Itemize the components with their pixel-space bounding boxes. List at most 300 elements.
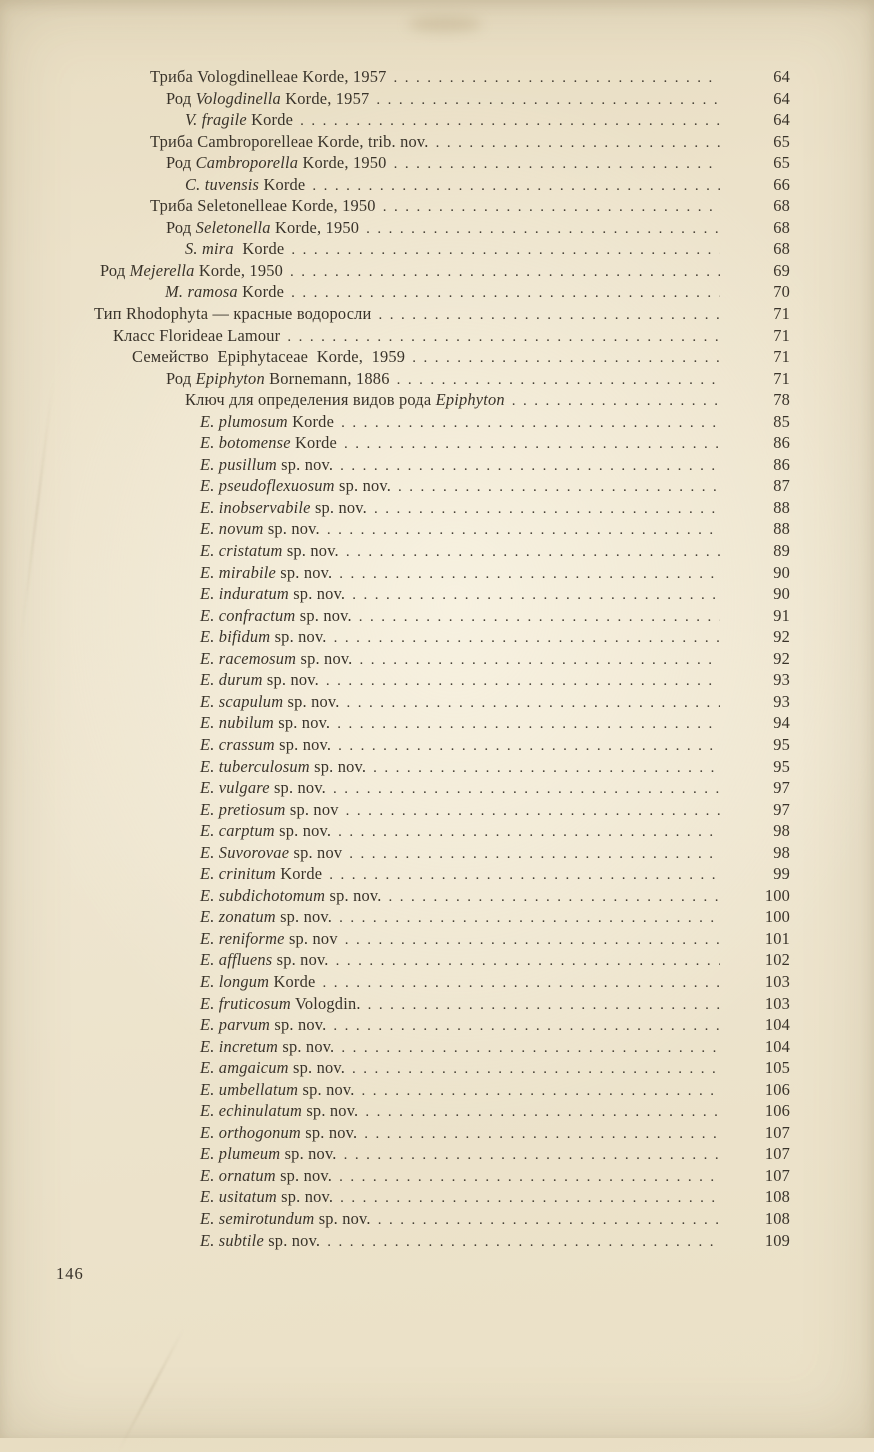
- toc-entry: [0, 88, 790, 110]
- toc-entry: [0, 885, 790, 907]
- toc-entry-label: [200, 712, 330, 734]
- paper-smudge: [408, 16, 482, 32]
- toc-text: sp. nov.: [325, 885, 382, 905]
- dot-leader: [344, 432, 720, 456]
- dot-leader: [346, 799, 720, 823]
- dot-leader: [327, 1230, 720, 1254]
- toc-entry: [0, 1122, 790, 1144]
- toc-entry-label: [200, 626, 327, 648]
- toc-entry: [0, 1100, 790, 1122]
- toc-entry: [0, 540, 790, 562]
- toc-entry: [0, 454, 790, 476]
- toc-entry: [0, 863, 790, 885]
- toc-page-number: 105: [764, 1058, 790, 1078]
- toc-entry: [0, 605, 790, 627]
- toc-page-number: 86: [773, 454, 790, 474]
- dot-leader: [338, 734, 720, 758]
- toc-page-number: 103: [764, 993, 790, 1013]
- toc-text: sp. nov.: [275, 1165, 333, 1185]
- toc-entry-label: [200, 1014, 326, 1036]
- taxon-name-italic: E. Suvorovae: [200, 842, 290, 862]
- taxon-name-italic: E. inobservabile: [200, 497, 311, 517]
- toc-entry-label: [165, 281, 284, 303]
- toc-page-number: 85: [773, 411, 790, 431]
- toc-entry-label: [200, 669, 319, 691]
- taxon-name-italic: Mejerella: [129, 260, 195, 280]
- taxon-name-italic: E. reniforme: [200, 928, 285, 948]
- taxon-name-italic: E. vulgare: [200, 778, 270, 798]
- toc-entry-label: [200, 842, 342, 864]
- toc-page-number: 97: [773, 778, 790, 798]
- toc-entry-label: [200, 1057, 345, 1079]
- toc-text: sp. nov.: [296, 648, 353, 668]
- toc-entry: [0, 949, 790, 971]
- toc-entry: [0, 1079, 790, 1101]
- toc-entry: [0, 971, 790, 993]
- toc-page-number: 71: [773, 347, 790, 367]
- toc-entry: [0, 109, 790, 131]
- dot-leader: [341, 411, 720, 435]
- toc-entry-label: [200, 583, 345, 605]
- toc-page-number: 71: [773, 325, 790, 345]
- toc-text: Триба Cambroporelleae Korde, trib. nov.: [150, 131, 429, 151]
- toc-page-number: 102: [764, 950, 790, 970]
- taxon-name-italic: E. echinulatum: [200, 1101, 303, 1121]
- taxon-name-italic: E. racemosum: [200, 648, 297, 668]
- toc-text: Род: [166, 88, 196, 108]
- taxon-name-italic: E. tuberculosum: [200, 756, 310, 776]
- toc-entry-label: [200, 1230, 320, 1252]
- toc-text: Korde, 1950: [194, 260, 284, 280]
- toc-page-number: 98: [773, 821, 790, 841]
- toc-entry-label: [94, 303, 372, 325]
- toc-text: Род: [166, 368, 196, 388]
- toc-page-number: 100: [764, 907, 790, 927]
- toc-text: Триба Vologdinelleae Korde, 1957: [150, 67, 387, 86]
- toc-page-number: 106: [764, 1079, 790, 1099]
- toc-page-number: 107: [764, 1144, 790, 1164]
- dot-leader: [336, 949, 720, 973]
- toc-text: sp. nov.: [273, 713, 331, 733]
- taxon-name-italic: C. tuvensis: [185, 174, 260, 194]
- toc-entry-label: [166, 88, 369, 110]
- toc-entry-label: [200, 432, 337, 454]
- toc-text: sp. nov.: [276, 1187, 334, 1207]
- toc-text: sp. nov.: [310, 497, 367, 517]
- taxon-name-italic: E. crassum: [200, 734, 275, 754]
- toc-page-number: 104: [764, 1015, 790, 1035]
- toc-page-number: 65: [773, 131, 790, 151]
- toc-text: sp. nov: [284, 928, 338, 948]
- toc-text: sp. nov: [285, 799, 339, 819]
- toc-entry: [0, 712, 790, 734]
- toc-page-number: 99: [773, 864, 790, 884]
- toc-text: Род: [100, 260, 130, 280]
- toc-entry: [0, 1165, 790, 1187]
- dot-leader: [327, 518, 720, 542]
- taxon-name-italic: E. semirotundum: [200, 1208, 315, 1228]
- toc-entry-label: [166, 368, 390, 390]
- toc-page-number: 64: [773, 88, 790, 108]
- toc-text: sp. nov.: [274, 734, 332, 754]
- toc-text: sp. nov.: [288, 584, 346, 604]
- toc-entry: [0, 174, 790, 196]
- dot-leader: [326, 669, 720, 693]
- taxon-name-italic: E. confractum: [200, 605, 296, 625]
- dot-leader: [339, 1165, 720, 1189]
- toc-page-number: 90: [773, 562, 790, 582]
- dot-leader: [333, 1014, 720, 1038]
- toc-entry-label: [200, 863, 322, 885]
- toc-page-number: 91: [773, 605, 790, 625]
- toc-entry-label: [200, 648, 352, 670]
- toc-list: [0, 66, 790, 1251]
- toc-entry-label: [200, 1100, 358, 1122]
- taxon-name-italic: E. carptum: [200, 821, 275, 841]
- taxon-name-italic: E. umbellatum: [200, 1079, 299, 1099]
- taxon-name-italic: E. zonatum: [200, 907, 276, 927]
- dot-leader: [322, 971, 720, 995]
- taxon-name-italic: V. fragile: [185, 110, 247, 130]
- toc-text: sp. nov.: [272, 950, 329, 970]
- dot-leader: [412, 346, 720, 370]
- toc-page-number: 71: [773, 368, 790, 388]
- toc-entry: [0, 583, 790, 605]
- taxon-name-italic: E. cristatum: [200, 541, 283, 561]
- toc-entry: [0, 152, 790, 174]
- toc-entry-label: [185, 389, 505, 411]
- toc-text: sp. nov.: [276, 454, 334, 474]
- toc-text: sp. nov.: [282, 541, 339, 561]
- dot-leader: [300, 109, 720, 133]
- toc-text: Bornemann, 1886: [264, 368, 390, 388]
- toc-text: sp. nov.: [283, 691, 340, 711]
- dot-leader: [344, 1143, 720, 1167]
- toc-text: Korde: [275, 864, 323, 884]
- toc-entry-label: [150, 195, 376, 217]
- toc-text: sp. nov.: [263, 519, 320, 539]
- toc-page-number: 95: [773, 756, 790, 776]
- dot-leader: [389, 885, 720, 909]
- dot-leader: [436, 131, 720, 155]
- dot-leader: [333, 777, 720, 801]
- toc-text: Korde: [246, 110, 294, 130]
- toc-entry-label: [132, 346, 405, 368]
- dot-leader: [341, 1036, 720, 1060]
- taxon-name-italic: E. novum: [200, 519, 264, 539]
- dot-leader: [338, 820, 720, 844]
- toc-entry: [0, 1014, 790, 1036]
- taxon-name-italic: E. induratum: [200, 584, 289, 604]
- taxon-name-italic: E. incretum: [200, 1036, 279, 1056]
- toc-entry-label: [200, 1122, 357, 1144]
- toc-text: sp. nov.: [288, 1058, 345, 1078]
- toc-page-number: 69: [773, 260, 790, 280]
- toc-entry-label: [150, 66, 387, 88]
- toc-entry: [0, 217, 790, 239]
- dot-leader: [397, 368, 720, 392]
- toc-entry: [0, 368, 790, 390]
- dot-leader: [291, 238, 720, 262]
- toc-page-number: 71: [773, 304, 790, 324]
- toc-text: Семейство Epiphytaceae Korde, 1959: [132, 347, 406, 367]
- toc-page-number: 97: [773, 799, 790, 819]
- dot-leader: [394, 66, 720, 90]
- dot-leader: [291, 281, 720, 305]
- toc-entry: [0, 346, 790, 368]
- toc-entry: [0, 238, 790, 260]
- toc-text: sp. nov: [289, 842, 343, 862]
- toc-page-number: 87: [773, 476, 790, 496]
- toc-entry-label: [200, 971, 315, 993]
- toc-page-number: 92: [773, 648, 790, 668]
- toc-entry-label: [200, 497, 367, 519]
- dot-leader: [334, 626, 720, 650]
- toc-entry-label: [200, 605, 352, 627]
- toc-entry-label: [100, 260, 283, 282]
- toc-entry: [0, 1186, 790, 1208]
- toc-page-number: 68: [773, 196, 790, 216]
- toc-entry: [0, 281, 790, 303]
- toc-text: Korde: [259, 174, 306, 194]
- toc-entry: [0, 626, 790, 648]
- toc-text: Korde, 1957: [280, 88, 370, 108]
- toc-page-number: 107: [764, 1122, 790, 1142]
- toc-page-number: 78: [773, 390, 790, 410]
- toc-text: Род: [166, 217, 196, 237]
- toc-entry: [0, 993, 790, 1015]
- dot-leader: [347, 691, 720, 715]
- taxon-name-italic: Epiphyton: [435, 390, 505, 410]
- taxon-name-italic: E. pretiosum: [200, 799, 286, 819]
- toc-entry-label: [200, 906, 332, 928]
- dot-leader: [345, 928, 720, 952]
- toc-page-number: 98: [773, 842, 790, 862]
- toc-entry-label: [200, 1165, 332, 1187]
- taxon-name-italic: E. botomense: [200, 433, 291, 453]
- toc-page-number: 68: [773, 217, 790, 237]
- toc-text: sp. nov.: [275, 562, 333, 582]
- dot-leader: [352, 1057, 720, 1081]
- toc-page-number: 108: [764, 1208, 790, 1228]
- taxon-name-italic: Seletonella: [195, 217, 271, 237]
- toc-entry: [0, 1143, 790, 1165]
- toc-entry-label: [150, 131, 429, 153]
- paper-crease: [117, 1328, 184, 1452]
- toc-entry: [0, 842, 790, 864]
- dot-leader: [339, 562, 720, 586]
- toc-entry: [0, 691, 790, 713]
- taxon-name-italic: E. affluens: [200, 950, 273, 970]
- toc-page-number: 109: [764, 1230, 790, 1250]
- toc-page-number: 92: [773, 627, 790, 647]
- taxon-name-italic: E. usitatum: [200, 1187, 277, 1207]
- toc-text: sp. nov.: [300, 1122, 358, 1142]
- toc-entry-label: [200, 562, 332, 584]
- taxon-name-italic: E. subtile: [200, 1230, 264, 1250]
- toc-entry-label: [200, 540, 339, 562]
- toc-page-number: 66: [773, 174, 790, 194]
- taxon-name-italic: E. amgaicum: [200, 1058, 289, 1078]
- toc-entry: [0, 195, 790, 217]
- toc-text: Ключ для определения видов рода: [185, 390, 436, 410]
- toc-text: Korde: [290, 433, 337, 453]
- taxon-name-italic: E. ornatum: [200, 1165, 276, 1185]
- toc-page-number: 93: [773, 691, 790, 711]
- toc-entry-label: [200, 993, 361, 1015]
- taxon-name-italic: Vologdinella: [195, 88, 281, 108]
- dot-leader: [394, 152, 720, 176]
- toc-text: sp. nov.: [298, 1079, 355, 1099]
- toc-entry-label: [200, 691, 340, 713]
- toc-entry-label: [166, 152, 387, 174]
- toc-entry: [0, 928, 790, 950]
- dot-leader: [340, 454, 720, 478]
- dot-leader: [359, 648, 720, 672]
- toc-text: Тип Rhodophyta — красные водоросли: [94, 304, 372, 324]
- dot-leader: [364, 1122, 720, 1146]
- toc-entry: [0, 325, 790, 347]
- toc-entry-label: [200, 777, 326, 799]
- toc-text: sp. nov.: [263, 1230, 321, 1250]
- toc-page-number: 106: [764, 1101, 790, 1121]
- taxon-name-italic: E. durum: [200, 670, 263, 690]
- toc-text: Класс Florideae Lamour: [113, 325, 281, 345]
- taxon-name-italic: E. pusillum: [200, 454, 277, 474]
- taxon-name-italic: E. plumosum: [200, 411, 288, 431]
- toc-text: Korde: [233, 239, 285, 259]
- toc-entry: [0, 756, 790, 778]
- toc-page-number: 70: [773, 282, 790, 302]
- toc-entry-label: [200, 734, 331, 756]
- toc-page-number: 89: [773, 541, 790, 561]
- dot-leader: [366, 217, 720, 241]
- dot-leader: [352, 583, 720, 607]
- taxon-name-italic: E. plumeum: [200, 1144, 281, 1164]
- taxon-name-italic: M. ramosa: [165, 282, 238, 302]
- toc-entry: [0, 475, 790, 497]
- toc-entry-label: [200, 454, 333, 476]
- toc-page-number: 86: [773, 433, 790, 453]
- toc-page-number: 64: [773, 67, 790, 86]
- toc-entry: [0, 411, 790, 433]
- toc-text: sp. nov.: [280, 1144, 337, 1164]
- taxon-name-italic: S. mira: [185, 239, 234, 259]
- toc-entry-label: [200, 756, 366, 778]
- toc-entry: [0, 66, 790, 88]
- toc-entry-label: [200, 475, 391, 497]
- toc-entry-label: [200, 885, 382, 907]
- taxon-name-italic: E. crinitum: [200, 864, 276, 884]
- taxon-name-italic: Epiphyton: [195, 368, 265, 388]
- toc-entry-label: [200, 1186, 333, 1208]
- taxon-name-italic: E. longum: [200, 971, 270, 991]
- dot-leader: [359, 605, 720, 629]
- toc-entry-label: [200, 949, 329, 971]
- dot-leader: [376, 88, 720, 112]
- toc-text: sp. nov.: [302, 1101, 359, 1121]
- toc-page-number: 101: [764, 928, 790, 948]
- taxon-name-italic: E. orthogonum: [200, 1122, 301, 1142]
- toc-text: sp. nov.: [270, 1015, 327, 1035]
- toc-entry: [0, 1036, 790, 1058]
- toc-entry: [0, 1057, 790, 1079]
- toc-page-number: 88: [773, 497, 790, 517]
- toc-text: sp. nov.: [262, 670, 319, 690]
- toc-entry-label: [185, 238, 284, 260]
- toc-entry: [0, 260, 790, 282]
- toc-text: sp. nov.: [278, 1036, 335, 1056]
- toc-text: sp. nov.: [309, 756, 367, 776]
- toc-entry-label: [200, 820, 331, 842]
- toc-page-number: 104: [764, 1036, 790, 1056]
- toc-entry-label: [200, 518, 320, 540]
- toc-entry-label: [200, 1208, 371, 1230]
- toc-entry-label: [185, 109, 293, 131]
- toc-entry-label: [166, 217, 359, 239]
- toc-entry: [0, 820, 790, 842]
- toc-page-number: 88: [773, 519, 790, 539]
- toc-page-number: 65: [773, 153, 790, 173]
- dot-leader: [287, 325, 720, 349]
- toc-page-number: 107: [764, 1165, 790, 1185]
- toc-text: Vologdin.: [290, 993, 361, 1013]
- toc-page-number: 90: [773, 584, 790, 604]
- toc-text: Korde: [237, 282, 285, 302]
- dot-leader: [383, 195, 720, 219]
- dot-leader: [512, 389, 720, 413]
- taxon-name-italic: Cambroporella: [195, 153, 299, 173]
- toc-text: Korde: [269, 971, 316, 991]
- toc-page-number: 93: [773, 670, 790, 690]
- toc-entry-label: [200, 1143, 337, 1165]
- dot-leader: [398, 475, 720, 499]
- toc-text: Род: [166, 153, 196, 173]
- toc-entry-label: [200, 1036, 334, 1058]
- toc-entry: [0, 1208, 790, 1230]
- toc-text: Korde, 1950: [270, 217, 360, 237]
- taxon-name-italic: E. mirabile: [200, 562, 276, 582]
- toc-entry: [0, 303, 790, 325]
- toc-text: sp. nov.: [334, 476, 391, 496]
- toc-entry: [0, 734, 790, 756]
- toc-text: sp. nov.: [314, 1208, 371, 1228]
- dot-leader: [339, 906, 720, 930]
- toc-page-number: 64: [773, 110, 790, 130]
- toc-entry: [0, 432, 790, 454]
- dot-leader: [337, 712, 720, 736]
- dot-leader: [365, 1100, 720, 1124]
- toc-entry: [0, 497, 790, 519]
- toc-entry-label: [185, 174, 305, 196]
- toc-page-number: 68: [773, 239, 790, 259]
- dot-leader: [290, 260, 720, 284]
- toc-entry-label: [200, 799, 339, 821]
- toc-entry: [0, 799, 790, 821]
- toc-text: Триба Seletonelleae Korde, 1950: [150, 196, 376, 216]
- toc-text: Korde: [287, 411, 335, 431]
- dot-leader: [329, 863, 720, 887]
- toc-entry: [0, 669, 790, 691]
- page-number-footer: 146: [56, 1264, 84, 1283]
- toc-entry-label: [113, 325, 280, 347]
- taxon-name-italic: E. pseudoflexuosum: [200, 476, 335, 496]
- taxon-name-italic: E. nubilum: [200, 713, 274, 733]
- dot-leader: [379, 303, 720, 327]
- toc-entry-label: [200, 1079, 355, 1101]
- toc-page-number: 103: [764, 971, 790, 991]
- dot-leader: [362, 1079, 721, 1103]
